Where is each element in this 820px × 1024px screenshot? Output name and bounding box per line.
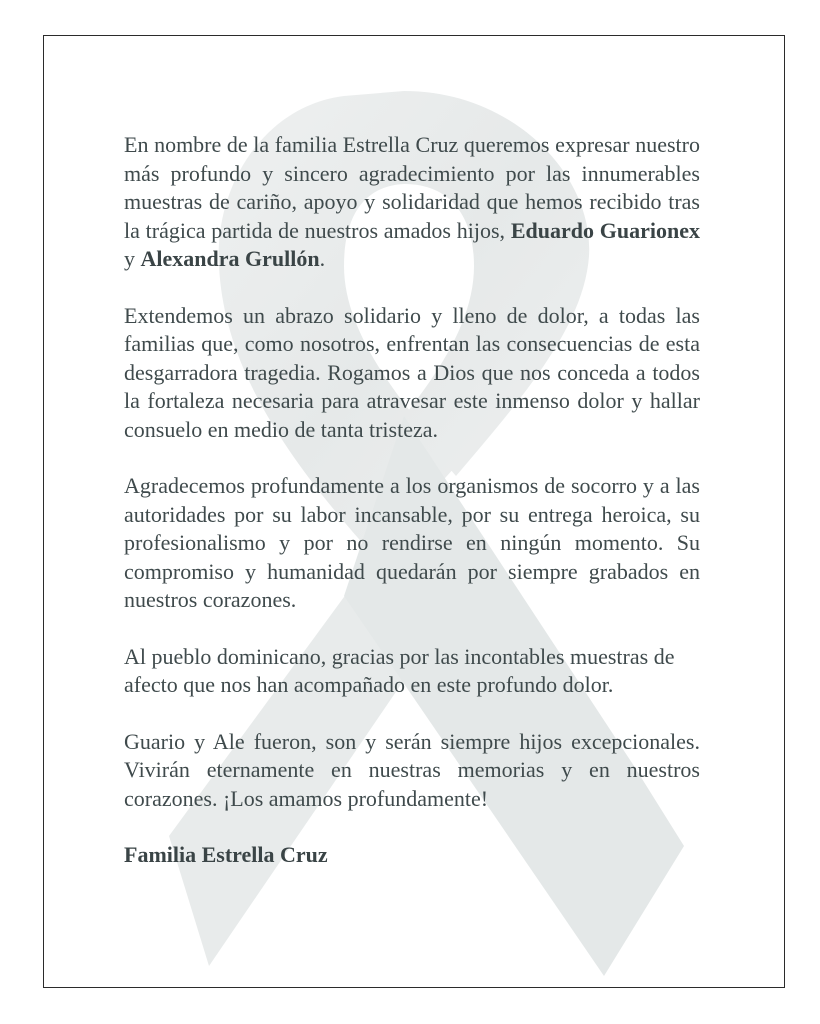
paragraph-dominican-people: Al pueblo dominicano, gracias por las incontables muestras de afecto que nos han acompañado en este profundo dolor. [124, 643, 675, 697]
paragraph-authorities: Agradecemos profundamente a los organismos de socorro y a las autoridades por su labor incansable, por su entrega heroica, su profesionalismo y por no rendirse en ningún momento. Su compromiso y humanidad quedarán por siempre grabados en nuestros corazones. [124, 473, 700, 612]
letter-frame [43, 35, 785, 988]
paragraph-children: Guario y Ale fueron, son y serán siempre hijos excepcionales. Vivirán eternamente en nuestras memorias y en nuestros corazones. ¡Los amamos profundamente! [124, 728, 700, 811]
name-alexandra: Alexandra Grullón [140, 246, 320, 271]
name-eduardo: Eduardo Guarionex [510, 217, 700, 243]
paragraph-text: y [124, 246, 141, 271]
paragraph-text: En nombre de la familia Estrella Cruz queremos expresar nuestro más profundo y sincero agradecimiento por las innumerables muestras de cariño, apoyo y solidaridad que hemos recibido tras la trágica partida de nuestros amados hijos, [124, 132, 700, 243]
letter-body [124, 131, 700, 870]
signature: Familia Estrella Cruz [124, 842, 328, 867]
paragraph-families: Extendemos un abrazo solidario y lleno de dolor, a todas las familias que, como nosotros, enfrentan las consecuencias de esta desgarradora tragedia. Rogamos a Dios que nos conceda a todos la fortaleza necesaria para atravesar este inmenso dolor y hallar consuelo en medio de tanta tristeza. [124, 302, 700, 442]
paragraph-gratitude [124, 131, 700, 274]
paragraph-text: . [319, 246, 326, 271]
